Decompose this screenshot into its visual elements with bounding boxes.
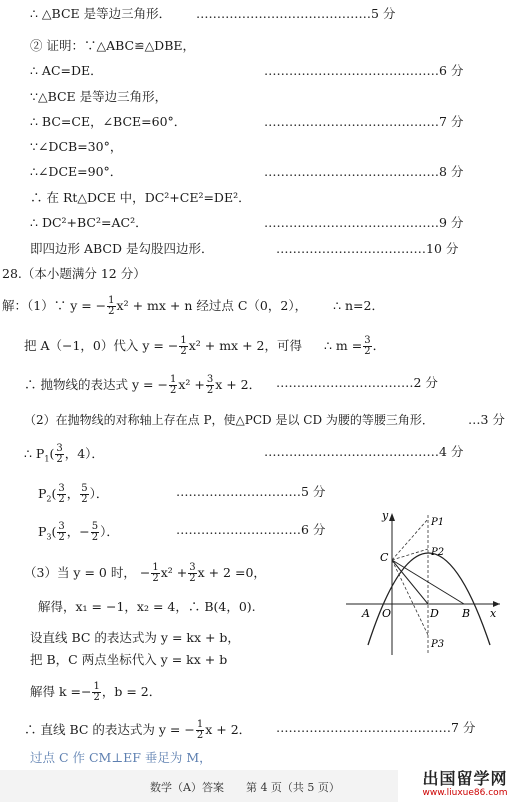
watermark-cn: 出国留学网 [422, 769, 508, 788]
label-p2: P2 [431, 547, 445, 558]
watermark-url: www.liuxue86.com [422, 788, 508, 798]
y-arrow-icon [389, 513, 395, 521]
line-rt-dce: ∴ 在 Rt△DCE 中，DC²+CE²=DE²． [30, 190, 251, 205]
footer-text: 数学（A）答案 第 4 页（共 5 页） [150, 781, 340, 794]
line-conclusion: 即四边形 ABCD 是勾股四边形． [30, 241, 214, 256]
line-bc-setup: 设直线 BC 的表达式为 y = kx + b， [30, 630, 240, 645]
score-3: …3 分 [468, 412, 505, 427]
score-4: ……………………………………4 分 [264, 444, 464, 459]
label-x: x [490, 607, 497, 620]
line-proof-start: ② 证明：∵△ABC≌△DBE， [30, 38, 196, 53]
line-bc-ce: ∴ BC=CE，∠BCE=60°． [30, 114, 187, 129]
line-dce-90: ∴∠DCE=90°． [30, 164, 123, 179]
score-5: ……………………………………5 分 [196, 6, 396, 21]
line-cm-perp: 过点 C 作 CM⊥EF 垂足为 M， [30, 750, 212, 765]
line-28-1: 解：（1）∵ y = − $\frac{1}{2}$ x² + mx + n 经过点 C（0，2）， ∴ n=2． [2, 295, 384, 317]
line-bc-substitute: 把 B，C 两点坐标代入 y = kx + b [30, 652, 228, 667]
score-8: ……………………………………8 分 [264, 164, 464, 179]
line-part-2: （2）在抛物线的对称轴上存在点 P，使△PCD 是以 CD 为腰的等腰三角形． [24, 413, 434, 427]
line-bce-equilateral: ∴ △BCE 是等边三角形． [30, 6, 172, 21]
line-bc-expr: ∴ 直线 BC 的表达式为 y = − $\frac{1}{2}$ x + 2． [24, 719, 252, 741]
score-2: ……………………………2 分 [276, 375, 438, 390]
label-p3: P3 [431, 639, 445, 650]
line-p3: $P_3$( $\frac{3}{2}$ ，− $\frac{5}{2}$ ）． [38, 521, 119, 543]
label-c: C [380, 551, 389, 564]
pyth-eq-1: DC²+CE²=DE²． [144, 190, 251, 205]
line-k-solve: 解得 k =− $\frac{1}{2}$ ，b = 2． [30, 681, 162, 703]
label-o: O [382, 607, 392, 620]
score-6b: …………………………6 分 [176, 522, 326, 537]
line-pyth-2: ∴ DC²+BC²=AC²． [30, 215, 148, 230]
score-9: ……………………………………9 分 [264, 215, 464, 230]
line-p1: ∴ $P_1$( $\frac{3}{2}$ ，4）． [24, 443, 104, 465]
parabola-curve [368, 553, 490, 645]
problem-28-title: 28.（本小题满分 12 分） [2, 266, 146, 281]
line-dcb-30: ∵∠DCB=30°， [30, 139, 123, 154]
line-28-sub-a: 把 A（−1，0）代入 y = − $\frac{1}{2}$ x² + mx + 2，可得 ∴ m = $\frac{3}{2}$ ． [24, 335, 386, 357]
label-a: A [362, 607, 370, 620]
score-7b: ……………………………………7 分 [276, 720, 476, 735]
line-p2: $P_2$( $\frac{3}{2}$ ， $\frac{5}{2}$ ）． [38, 483, 109, 505]
line-ac-de: ∴ AC=DE． [30, 63, 103, 78]
pyth-eq-2: DC²+BC²=AC²． [41, 215, 148, 230]
label-d: D [430, 607, 439, 620]
score-7: ……………………………………7 分 [264, 114, 464, 129]
watermark-logo [398, 770, 532, 802]
label-b: B [462, 607, 471, 620]
label-p1: P1 [431, 517, 445, 528]
line-bce-equilateral-2: ∵△BCE 是等边三角形， [30, 89, 168, 104]
line-roots: 解得，x₁ = −1，x₂ = 4，∴ B(4，0). [38, 599, 256, 614]
score-10: ………………………………10 分 [276, 241, 459, 256]
score-6: ……………………………………6 分 [264, 63, 464, 78]
label-y: y [382, 509, 389, 522]
line-part-3: （3）当 y = 0 时， − $\frac{1}{2}$ x² + $\frac{3}{2}$ x + 2 =0， [24, 562, 266, 584]
score-5b: …………………………5 分 [176, 484, 326, 499]
parabola-figure [340, 505, 510, 675]
line-parabola-expr: ∴ 抛物线的表达式 y = − $\frac{1}{2}$ x² + $\frac{3}{2}$ x + 2． [24, 374, 262, 396]
